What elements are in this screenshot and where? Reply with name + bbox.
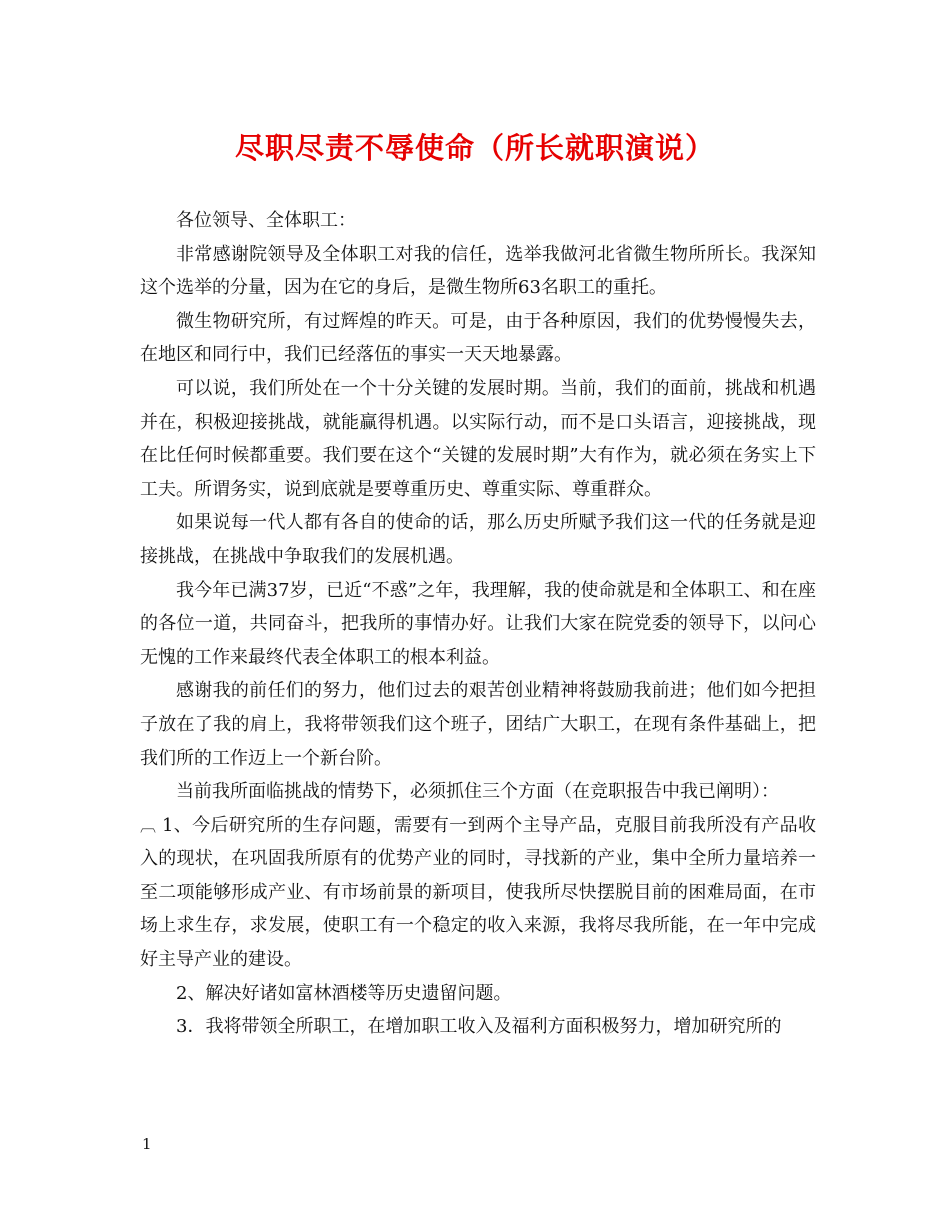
list-item-3: 3．我将带领全所职工，在增加职工收入及福利方面积极努力，增加研究所的 xyxy=(176,1016,782,1038)
item-mark-glyph: ︹ xyxy=(140,815,157,835)
body-paragraph: 如果说每一代人都有各自的使命的话，那么历史所赋予我们这一代的任务就是迎接挑战，在挑战中争取我们的发展机遇。 xyxy=(140,512,816,567)
list-item-1 xyxy=(140,809,816,977)
body-paragraph: 非常感谢院领导及全体职工对我的信任，选举我做河北省微生物所所长。我深知这个选举的分量，因为在它的身后，是微生物所63名职工的重托。 xyxy=(140,243,816,299)
list-item-2: 2、解决好诸如富林酒楼等历史遗留问题。 xyxy=(176,982,512,1004)
body-paragraph: 可以说，我们所处在一个十分关键的发展时期。当前，我们的面前，挑战和机遇并在，积极迎接挑战，就能赢得机遇。以实际行动，而不是口头语言，迎接挑战，现在比任何时候都重要。我们要在这个“关键的发展时期”大有作为，就必须在务实上下工夫。所谓务实，说到底就是要尊重历史、尊重实际、尊重群众。 xyxy=(140,377,816,500)
salutation-paragraph: 各位领导、全体职工： xyxy=(176,210,356,231)
body-paragraph: 我今年已满37岁，已近“不惑”之年，我理解，我的使命就是和全体职工、和在座的各位一道，共同奋斗，把我所的事情办好。让我们大家在院党委的领导下，以问心无愧的工作来最终代表全体职工的根本利益。 xyxy=(140,579,816,668)
document-body xyxy=(140,204,816,1044)
body-paragraph: 微生物研究所，有过辉煌的昨天。可是，由于各种原因，我们的优势慢慢失去，在地区和同行中，我们已经落伍的事实一天天地暴露。 xyxy=(140,310,816,366)
page-number: 1 xyxy=(142,1135,152,1153)
body-paragraph: 当前我所面临挑战的情势下，必须抓住三个方面（在竞职报告中我已阐明）： xyxy=(176,781,779,803)
list-item-1-text: 1、今后研究所的生存问题，需要有一到两个主导产品，克服目前我所没有产品收入的现状，在巩固我所原有的优势产业的同时，寻找新的产业，集中全所力量培养一至二项能够形成产业、有市场前景的新项目，使我所尽快摆脱目前的困难局面，在市场上求生存，求发展，使职工有一个稳定的收入来源，我将尽我所能，在一年中完成好主导产业的建设。 xyxy=(140,814,816,971)
body-paragraph: 感谢我的前任们的努力，他们过去的艰苦创业精神将鼓励我前进；他们如今把担子放在了我的肩上，我将带领我们这个班子，团结广大职工，在现有条件基础上，把我们所的工作迈上一个新台阶。 xyxy=(140,680,816,769)
document-title: 尽职尽责不辱使命（所长就职演说） xyxy=(234,131,715,165)
